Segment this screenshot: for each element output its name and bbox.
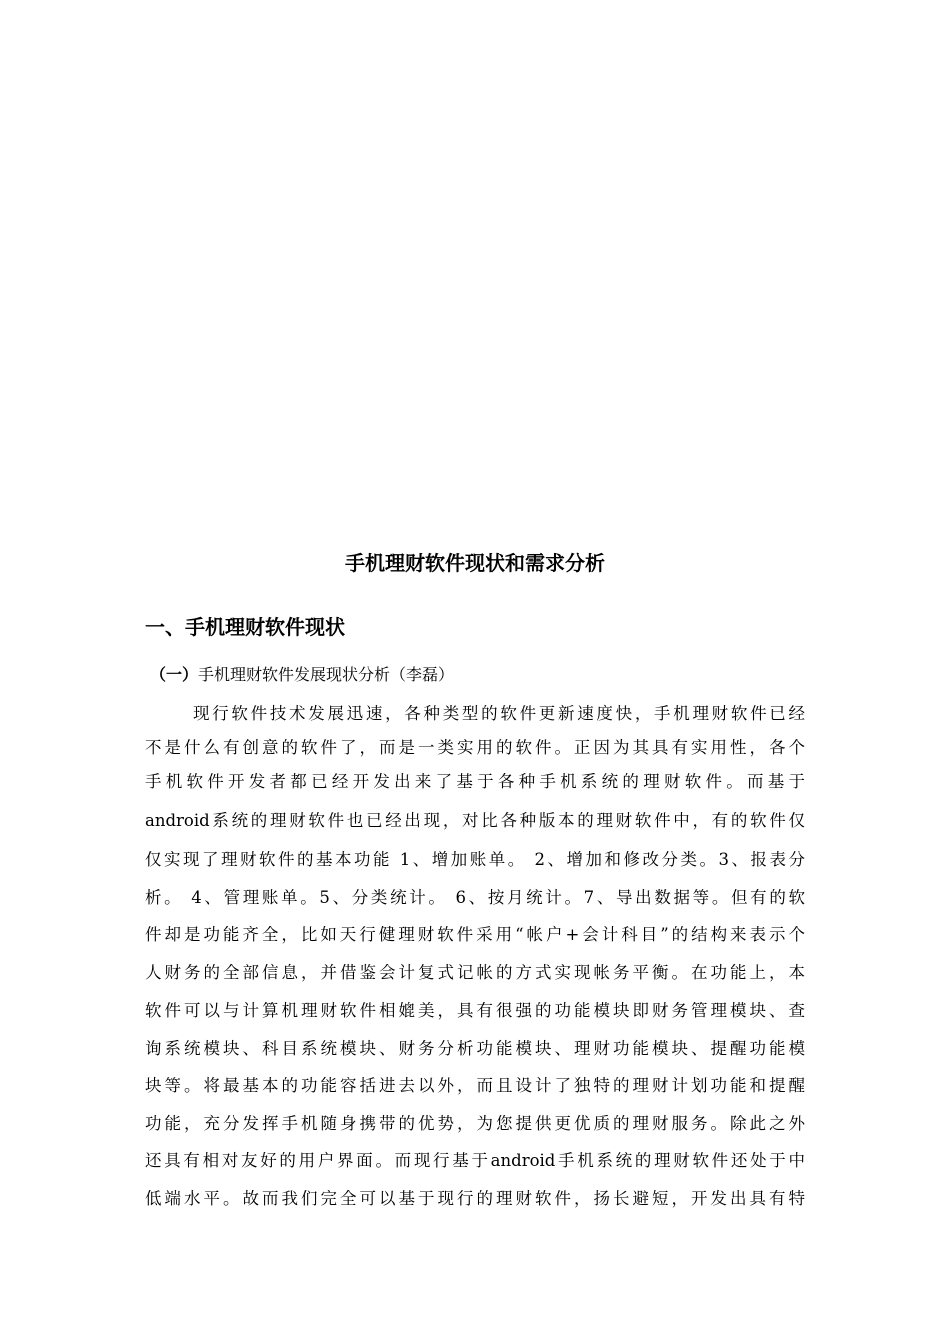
sub-heading-text: 手机理财软件发展现状分析（李磊）: [198, 665, 455, 684]
paragraph-line: 仅实现了理财软件的基本功能 1、增加账单。 2、增加和修改分类。3、报表分: [145, 850, 805, 869]
paragraph-line: 人财务的全部信息，并借鉴会计复式记帐的方式实现帐务平衡。在功能上，本: [145, 963, 805, 982]
paragraph-line: 现行软件技术发展迅速，各种类型的软件更新速度快，手机理财软件已经: [193, 704, 805, 723]
document-title: 手机理财软件现状和需求分析: [345, 551, 605, 575]
paragraph-line: 软件可以与计算机理财软件相媲美，具有很强的功能模块即财务管理模块、查: [145, 1001, 805, 1020]
paragraph-line: android系统的理财软件也已经出现，对比各种版本的理财软件中，有的软件仅: [145, 811, 805, 830]
paragraph-line: 功能，充分发挥手机随身携带的优势，为您提供更优质的理财服务。除此之外: [145, 1114, 805, 1133]
paragraph-line: 件却是功能齐全，比如天行健理财软件采用“帐户+会计科目”的结构来表示个: [145, 925, 805, 944]
paragraph-line: 不是什么有创意的软件了，而是一类实用的软件。正因为其具有实用性，各个: [145, 738, 805, 757]
section-heading: 一、手机理财软件现状: [145, 615, 345, 639]
paragraph-line: 低端水平。故而我们完全可以基于现行的理财软件，扬长避短，开发出具有特: [145, 1189, 805, 1208]
sub-heading-number: （一）: [150, 665, 199, 684]
paragraph-line: 还具有相对友好的用户界面。而现行基于android手机系统的理财软件还处于中: [145, 1151, 805, 1170]
paragraph-line: 询系统模块、科目系统模块、财务分析功能模块、理财功能模块、提醒功能模: [145, 1039, 805, 1058]
paragraph-line: 手机软件开发者都已经开发出来了基于各种手机系统的理财软件。而基于: [145, 772, 805, 791]
paragraph-line: 块等。将最基本的功能容括进去以外，而且设计了独特的理财计划功能和提醒: [145, 1076, 805, 1095]
sub-heading: [150, 662, 454, 688]
paragraph-line: 析。 4、管理账单。5、分类统计。 6、按月统计。7、导出数据等。但有的软: [145, 888, 805, 907]
